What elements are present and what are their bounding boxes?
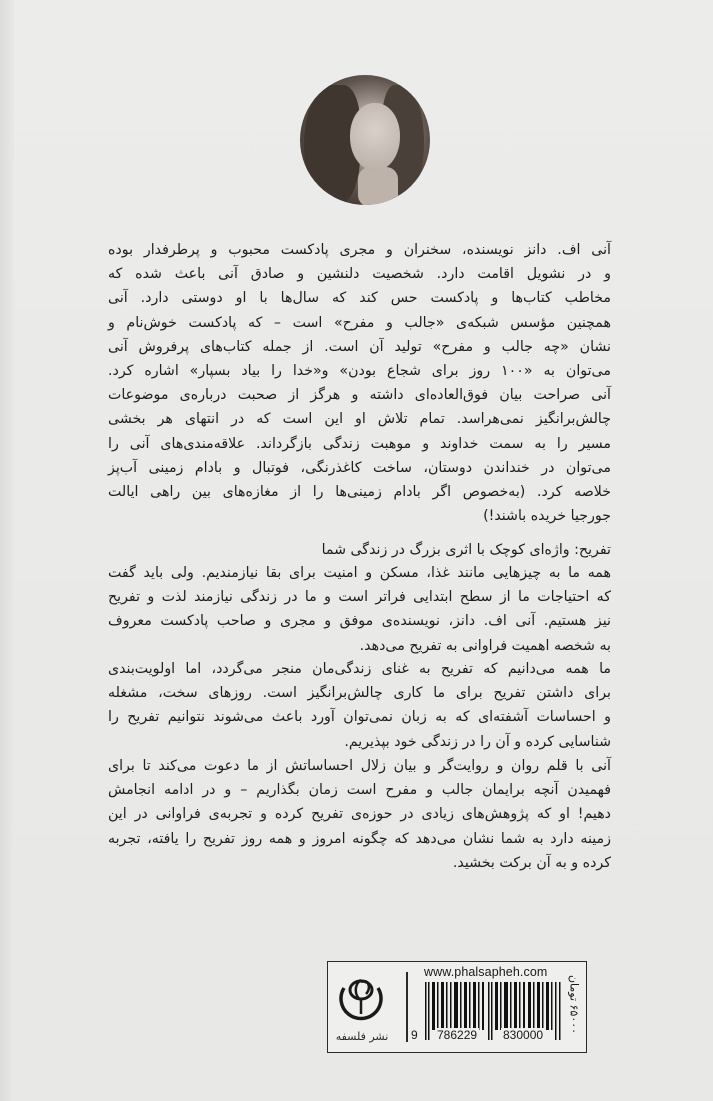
paragraph-line: و احساسات آشفته‌ای که به زبان نمی‌توان آورد باعث می‌شوند نتوانیم تفریح را — [108, 709, 611, 726]
paragraph-line: دهیم! او که پژوهش‌های زیادی در حوزه‌ی تفریح کرده و تجربه‌ی فراوانی در این — [108, 806, 611, 823]
author-neck — [358, 167, 398, 205]
paragraph-line: کرده و به آن برکت بخشید. — [452, 854, 611, 871]
author-face — [350, 103, 400, 171]
bio-line: همچنین مؤسس شبکه‌ی «جالب و مفرح» است – که پادکست خوش‌نام و — [108, 314, 611, 331]
bio-line: خلاصه کرد. (به‌خصوص اگر بادام زمینی‌ها را از مغازه‌های بین راهی ایالت — [108, 484, 611, 501]
publisher-name: نشر فلسفه — [335, 1030, 389, 1043]
isbn-first-digit: 9 — [411, 1028, 418, 1042]
divider — [406, 972, 408, 1042]
barcode-box — [327, 961, 587, 1053]
bio-line: آنی صراحت بیان فوق‌العاده‌ای داشته و هرگز از صحبت درباره‌ی موضوعات — [108, 387, 611, 404]
bio-line: جورجیا خریده باشند!) — [483, 508, 611, 525]
paragraph-line: همه ما به چیزهایی مانند غذا، مسکن و امنیت برای بقا نیازمندیم. ولی باید گفت — [108, 565, 611, 581]
bio-line: می‌توان در خنداندن دوستان، ساخت کاغذرنگی، فوتبال و بادام زمینی آب‌پز — [108, 459, 611, 476]
publisher-website: www.phalsapheh.com — [424, 965, 548, 979]
bio-line: نشان «چه جالب و مفرح» تولید آن است. از جمله کتاب‌های پرفروش آنی — [108, 338, 611, 355]
bio-line: آنی اف. دانز نویسنده، سخنران و مجری پادکست محبوب و پرطرفدار بوده — [108, 242, 611, 258]
price-text: ۶۵۰۰۰ تومان — [567, 974, 581, 1035]
paragraph-line: نیز هستیم. آنی اف. دانز، نویسنده‌ی موفق و مجری و صاحب پادکست معروف — [108, 613, 611, 630]
section-paragraph-1 — [108, 561, 611, 658]
bio-line: چالش‌برانگیز نمی‌هراسد. تمام تلاش او این است که در انتهای هر بخشی — [108, 411, 611, 428]
bio-line: می‌توان به «۱۰۰ روز برای شجاع بودن» و«خدا را بیاد بسپار» اشاره کرد. — [108, 363, 611, 380]
paragraph-line: برای داشتن تفریح برای ما کاری چالش‌برانگیز است. روزهای سخت، مشغله — [108, 685, 611, 702]
paragraph-line: فهمیدن آنچه برایمان جالب و مفرح است زمان بگذاریم – و در ادامه انجامش — [108, 782, 611, 799]
bio-line: مخاطب کتاب‌ها و پادکست حس کند که سال‌ها با او دوستی دارد. آنی — [108, 290, 611, 307]
paragraph-line: که احتیاجات ما از سطح ابتدایی فراتر است و ما در زندگی نیازمند لذت و تفریح — [108, 589, 611, 606]
spine-edge — [0, 0, 14, 1101]
publisher-logo-icon — [336, 970, 386, 1026]
isbn-group-1: 786229 — [437, 1028, 478, 1042]
paragraph-line: به شخصه اهمیت فراوانی به تفریح می‌دهد. — [359, 637, 611, 654]
bio-line: و در نشویل اقامت دارد. شخصیت دلنشین و صادق آنی باعث شده که — [108, 266, 611, 283]
paragraph-line: ما همه می‌دانیم که تفریح به غنای زندگی‌مان منجر می‌گردد، اما اولویت‌بندی — [108, 661, 611, 677]
paragraph-line: شناسایی کرده و آن را در زندگی خود بپذیریم. — [344, 733, 611, 750]
author-photo — [300, 75, 430, 205]
author-bio — [108, 238, 611, 528]
price-label — [564, 968, 582, 1048]
paragraph-line: زمینه دارد به شما نشان می‌دهد که چگونه امروز و همه روز تفریح را یافته، تجربه — [108, 830, 611, 847]
section-paragraph-2 — [108, 657, 611, 754]
isbn-group-2: 830000 — [503, 1028, 544, 1042]
paragraph-line: آنی با قلم روان و روایت‌گر و بیان زلال احساساتش از ما دعوت می‌کند تا برای — [108, 758, 611, 774]
section-paragraph-3 — [108, 754, 611, 875]
bio-line: مسیر را به سمت خداوند و موهبت زندگی بازگرداند. علاقه‌مندی‌های آنی را — [108, 435, 611, 452]
section-title: تفریح: واژه‌ای کوچک با اثری بزرگ در زندگی شما — [321, 542, 611, 558]
